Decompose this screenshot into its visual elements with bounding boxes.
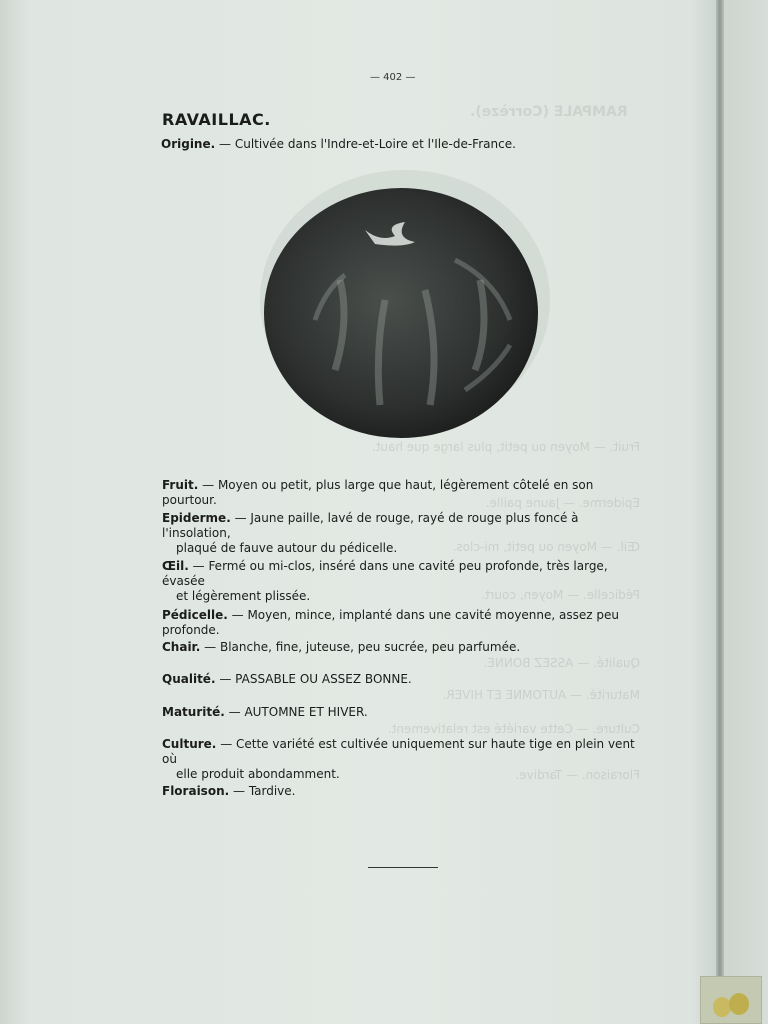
- variety-title: RAVAILLAC.: [162, 110, 271, 129]
- entry-chair: [162, 640, 647, 655]
- entry-pedicelle: [162, 608, 647, 638]
- entry-label: Qualité.: [162, 672, 216, 686]
- bleed-through-title: RAMPALE (Corrèze).: [470, 104, 628, 120]
- entry-label: Maturité.: [162, 705, 225, 719]
- entry-label: Chair.: [162, 640, 201, 654]
- bleed-through-line: Maturité. — AUTOMNE ET HIVER.: [442, 688, 640, 702]
- entry-oeil: [162, 559, 647, 604]
- corner-thumbnail-icon: [700, 976, 762, 1024]
- bleed-through-line: Epiderme. — Jaune paille.: [485, 496, 640, 510]
- entry-text: — Moyen ou petit, plus large que haut, légèrement côtelé en son pourtour.: [162, 478, 594, 507]
- thumbnail-fruit-icon: [713, 997, 731, 1017]
- entry-continuation: plaqué de fauve autour du pédicelle.: [176, 541, 398, 555]
- entry-fruit: [162, 478, 647, 508]
- entry-qualite: [162, 672, 647, 687]
- bleed-through-line: Œil. — Moyen ou petit, mi-clos.: [452, 540, 640, 554]
- thumbnail-fruit-icon: [729, 993, 749, 1015]
- entry-continuation: et légèrement plissée.: [176, 589, 311, 603]
- entry-label: Pédicelle.: [162, 608, 228, 622]
- entry-text: — Moyen, mince, implanté dans une cavité moyenne, assez peu profonde.: [162, 608, 619, 637]
- origin-label: Origine.: [161, 137, 216, 151]
- origin-text: — Cultivée dans l'Indre-et-Loire et l'Ile-de-France.: [219, 137, 516, 151]
- entry-text: — Blanche, fine, juteuse, peu sucrée, peu parfumée.: [204, 640, 521, 654]
- entry-maturite: [162, 705, 647, 720]
- entry-label: Œil.: [162, 559, 189, 573]
- book-gutter: [716, 0, 724, 1024]
- page-number: — 402 —: [370, 72, 416, 83]
- bleed-through-line: Floraison. — Tardive.: [515, 768, 640, 782]
- entry-label: Culture.: [162, 737, 217, 751]
- entry-floraison: [162, 784, 647, 799]
- closing-rule: [368, 867, 438, 868]
- bleed-through-line: Fruit. — Moyen ou petit, plus large que haut.: [371, 440, 640, 454]
- entry-text: — Cette variété est cultivée uniquement sur haute tige en plein vent où: [162, 737, 635, 766]
- entry-culture: [162, 737, 647, 782]
- entry-epiderme: [162, 511, 647, 556]
- entry-continuation: elle produit abondamment.: [176, 767, 340, 781]
- facing-page-edge: [724, 0, 768, 1024]
- bleed-through-line: Pédicelle. — Moyen, court.: [480, 588, 640, 602]
- entry-label: Fruit.: [162, 478, 199, 492]
- bleed-through-line: Qualité. — ASSEZ BONNE.: [483, 656, 640, 670]
- entry-label: Epiderme.: [162, 511, 231, 525]
- apple-illustration: [255, 170, 555, 450]
- entry-text: — Jaune paille, lavé de rouge, rayé de rouge plus foncé à l'insolation,: [162, 511, 579, 540]
- entry-text: — AUTOMNE ET HIVER.: [228, 705, 368, 719]
- entry-label: Floraison.: [162, 784, 230, 798]
- entry-text: — Tardive.: [233, 784, 296, 798]
- origin-line: [161, 137, 516, 151]
- entry-text: — PASSABLE OU ASSEZ BONNE.: [219, 672, 412, 686]
- bleed-through-line: Culture. — Cette variété est relativement.: [387, 722, 640, 736]
- entry-text: — Fermé ou mi-clos, inséré dans une cavité peu profonde, très large, évasée: [162, 559, 608, 588]
